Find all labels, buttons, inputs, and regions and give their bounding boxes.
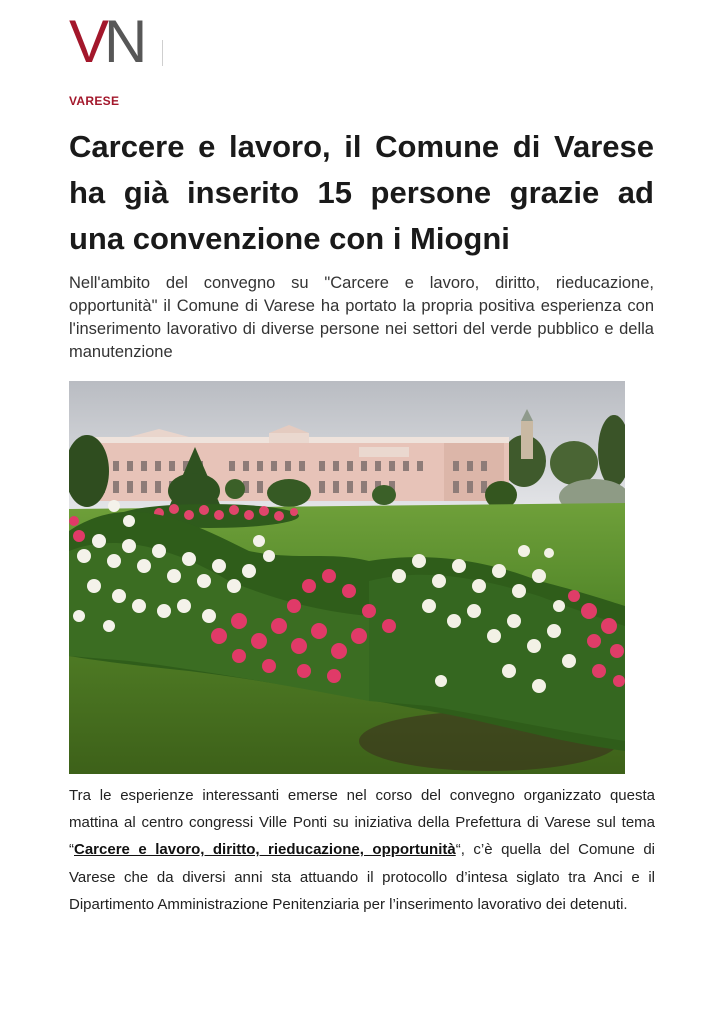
logo-letter-v: V (69, 8, 105, 75)
body-text-after: “, c’è quella del Comune di Varese che da diversi anni sta attuando il protocollo d’intesa siglato tra Anci e il Dipartimento Amministrazione Penitenziaria per l’inserimento lavorativo dei detenuti. (69, 841, 655, 913)
logo-divider (162, 40, 163, 66)
article-body (69, 782, 655, 918)
article-summary: Nell'ambito del convegno su "Carcere e lavoro, diritto, rieducazione, opportunità" il Comune di Varese ha portato la propria positiva esperienza con l'inserimento lavorativo di diverse persone nei settori del verde pubblico e della manutenzione (69, 274, 654, 361)
convegno-topic-link[interactable]: Carcere e lavoro, diritto, rieducazione, opportunità (74, 841, 456, 859)
category-label[interactable]: VARESE (69, 94, 120, 108)
logo-letter-n: N (104, 8, 146, 75)
garden-villa-photo (69, 381, 625, 774)
site-logo[interactable] (69, 8, 146, 75)
article-headline: Carcere e lavoro, il Comune di Varese ha già inserito 15 persone grazie ad una convenzione con i Miogni (69, 129, 654, 256)
body-text-before: Tra le esperienze interessanti emerse nel corso del convegno organizzato questa mattina al centro congressi Ville Ponti su iniziativa della Prefettura di Varese sul tema “ (69, 787, 655, 859)
article-photo (69, 381, 625, 774)
